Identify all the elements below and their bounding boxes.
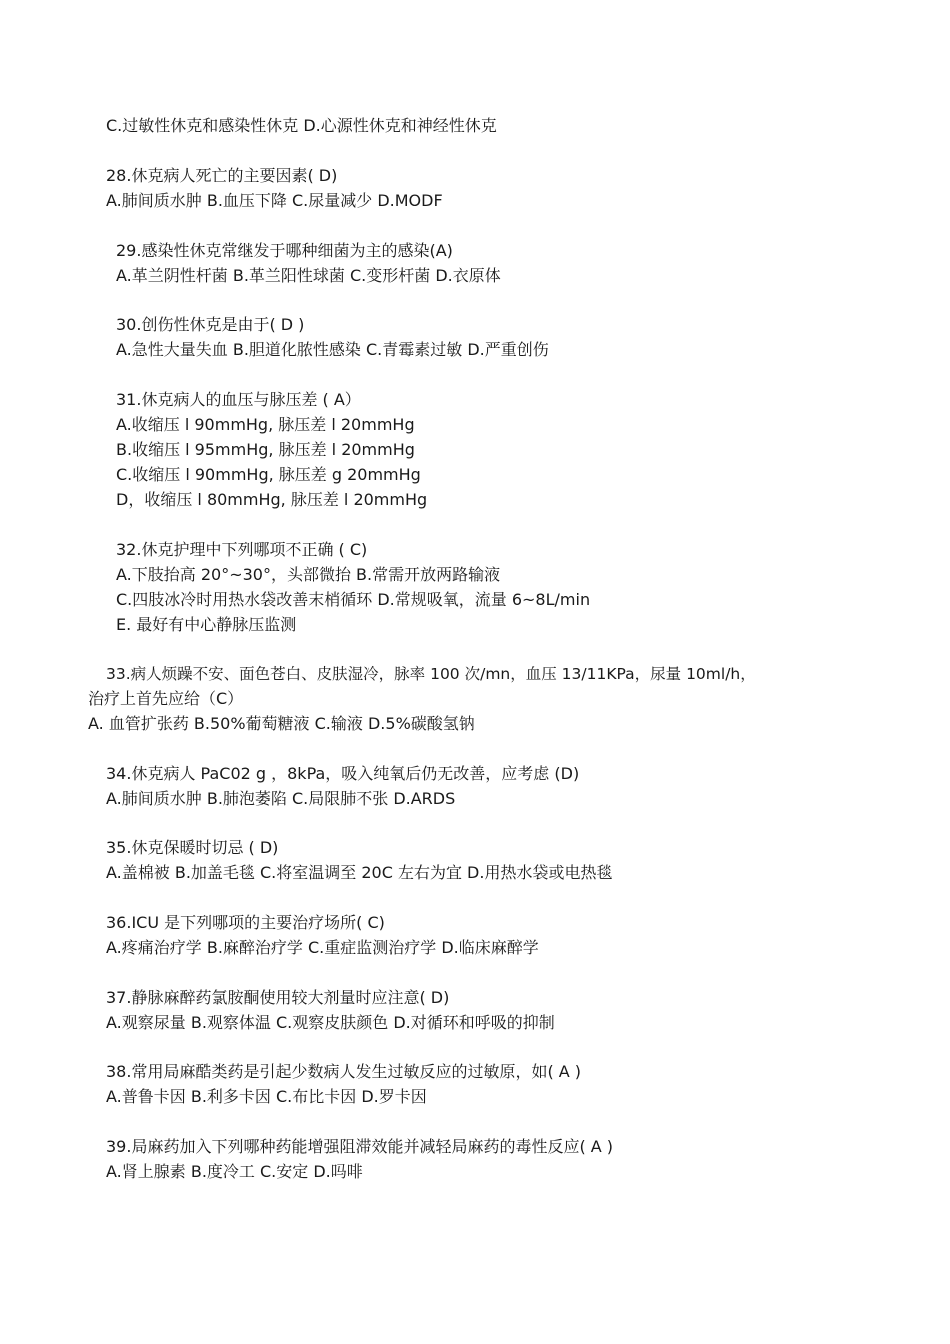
q33-question-line2: 治疗上首先应给（C）	[88, 689, 244, 708]
q31-option-c: C.收缩压 l 90mmHg, 脉压差 g 20mmHg	[116, 465, 421, 484]
q39-options: A.肾上腺素 B.度冷工 C.安定 D.吗啡	[106, 1162, 363, 1181]
q32-options-cd: C.四肢冰冷时用热水袋改善末梢循环 D.常规吸氧，流量 6~8L/min	[116, 590, 591, 609]
q29-options: A.革兰阴性杆菌 B.革兰阳性球菌 C.变形杆菌 D.衣原体	[116, 266, 501, 285]
q29-question: 29.感染性休克常继发于哪种细菌为主的感染(A)	[116, 241, 453, 260]
q32-options-ab: A.下肢抬高 20°~30°，头部微抬 B.常需开放两路输液	[116, 565, 501, 584]
q32-question: 32.休克护理中下列哪项不正确 ( C)	[116, 540, 368, 559]
q30-options: A.急性大量失血 B.胆道化脓性感染 C.青霉素过敏 D.严重创伤	[116, 340, 549, 359]
q35-options: A.盖棉被 B.加盖毛毯 C.将室温调至 20C 左右为宜 D.用热水袋或电热毯	[106, 863, 613, 882]
q37-question: 37.静脉麻醉药氯胺酮使用较大剂量时应注意( D)	[106, 988, 450, 1007]
q38-question: 38.常用局麻酷类药是引起少数病人发生过敏反应的过敏原，如( A )	[106, 1062, 582, 1081]
q35-question: 35.休克保暖时切忌 ( D)	[106, 838, 279, 857]
q34-options: A.肺间质水肿 B.肺泡萎陷 C.局限肺不张 D.ARDS	[106, 789, 456, 808]
q37-options: A.观察尿量 B.观察体温 C.观察皮肤颜色 D.对循环和呼吸的抑制	[106, 1013, 555, 1032]
q31-option-d: D，收缩压 l 80mmHg, 脉压差 l 20mmHg	[116, 490, 428, 509]
q39-question: 39.局麻药加入下列哪种药能增强阻滞效能并减轻局麻药的毒性反应( A )	[106, 1137, 614, 1156]
q31-option-b: B.收缩压 l 95mmHg, 脉压差 l 20mmHg	[116, 440, 415, 459]
q36-question: 36.ICU 是下列哪项的主要治疗场所( C)	[106, 913, 385, 932]
q31-question: 31.休克病人的血压与脉压差 ( A）	[116, 390, 361, 409]
q33-question-line1: 33.病人烦躁不安、面色苍白、皮肤湿冷，脉率 100 次/mn，血压 13/11KPa，尿量 10ml/h，	[106, 665, 756, 683]
q34-question: 34.休克病人 PaC02 g ，8kPa，吸入纯氧后仍无改善，应考虑 (D)	[106, 764, 580, 783]
q32-option-e: E. 最好有中心静脉压监测	[116, 615, 297, 634]
q38-options: A.普鲁卡因 B.利多卡因 C.布比卡因 D.罗卡因	[106, 1087, 427, 1106]
q27-options-cd: C.过敏性休克和感染性休克 D.心源性休克和神经性休克	[106, 116, 497, 135]
q30-question: 30.创伤性休克是由于( D )	[116, 315, 305, 334]
q28-options: A.肺间质水肿 B.血压下降 C.尿量减少 D.MODF	[106, 191, 443, 210]
q31-option-a: A.收缩压 l 90mmHg, 脉压差 l 20mmHg	[116, 415, 415, 434]
q36-options: A.疼痛治疗学 B.麻醉治疗学 C.重症监测治疗学 D.临床麻醉学	[106, 938, 539, 957]
q28-question: 28.休克病人死亡的主要因素( D)	[106, 166, 338, 185]
q33-options: A. 血管扩张药 B.50%葡萄糖液 C.输液 D.5%碳酸氢钠	[88, 714, 475, 733]
